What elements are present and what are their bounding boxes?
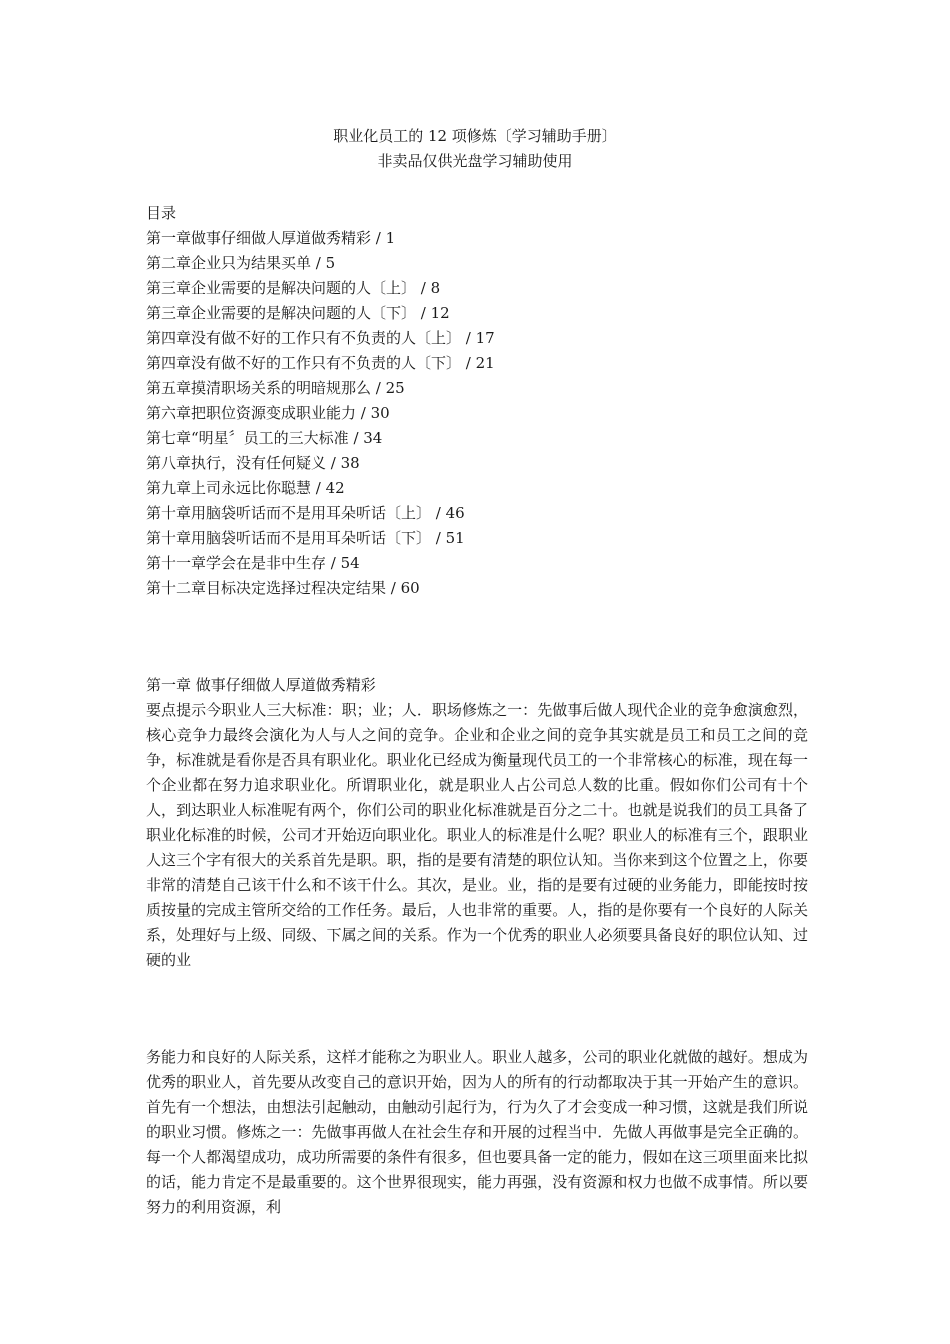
toc-heading: 目录 bbox=[146, 204, 177, 222]
toc-item: 第三章企业需要的是解决问题的人〔下〕 / 12 bbox=[146, 304, 450, 322]
toc-item: 第五章摸清职场关系的明暗规那么 / 25 bbox=[146, 379, 405, 397]
continued-paragraph: 务能力和良好的人际关系，这样才能称之为职业人。职业人越多，公司的职业化就做的越好。想成为优秀的职业人，首先要从改变自己的意识开始，因为人的所有的行动都取决于其一开始产生的意识。首先有一个想法，由想法引起触动，由触动引起行为，行为久了才会变成一种习惯，这就是我们所说的职业习惯。修炼之一：先做事再做人在社会生存和开展的过程当中．先做人再做事是完全正确的。每一个人都渴望成功，成功所需要的条件有很多，但也要具备一定的能力，假如在这三项里面来比拟的话，能力肯定不是最重要的。这个世界很现实，能力再强，没有资源和权力也做不成事情。所以要努力的利用资源，利 bbox=[146, 1048, 808, 1216]
toc-item: 第八章执行，没有任何疑义 / 38 bbox=[146, 454, 360, 472]
document-title: 职业化员工的 12 项修炼〔学习辅助手册〕 bbox=[333, 127, 617, 145]
toc-item: 第一章做事仔细做人厚道做秀精彩 / 1 bbox=[146, 229, 396, 247]
toc-item: 第十章用脑袋听话而不是用耳朵听话〔下〕 / 51 bbox=[146, 529, 465, 547]
toc-item: 第四章没有做不好的工作只有不负责的人〔下〕 / 21 bbox=[146, 354, 495, 372]
toc-item: 第七章“明星〞员工的三大标准 / 34 bbox=[146, 429, 383, 447]
chapter-body-paragraph: 要点提示今职业人三大标准：职；业；人．职场修炼之一：先做事后做人现代企业的竞争愈演愈烈，核心竞争力最终会演化为人与人之间的竞争。企业和企业之间的竞争其实就是员工和员工之间的竞争，标准就是看你是否具有职业化。职业化已经成为衡量现代员工的一个非常核心的标准，现在每一个企业都在努力追求职业化。所谓职业化，就是职业人占公司总人数的比重。假如你们公司有十个人，到达职业人标准呢有两个，你们公司的职业化标准就是百分之二十。也就是说我们的员工具备了职业化标准的时候，公司才开始迈向职业化。职业人的标准是什么呢？职业人的标准有三个，跟职业人这三个字有很大的关系首先是职。职，指的是要有清楚的职位认知。当你来到这个位置之上，你要非常的清楚自己该干什么和不该干什么。其次，是业。业，指的是要有过硬的业务能力，即能按时按质按量的完成主管所交给的工作任务。最后，人也非常的重要。人，指的是你要有一个良好的人际关系，处理好与上级、同级、下属之间的关系。作为一个优秀的职业人必须要具备良好的职位认知、过硬的业 bbox=[146, 701, 808, 969]
chapter-heading: 第一章 做事仔细做人厚道做秀精彩 bbox=[146, 676, 376, 694]
toc-item: 第四章没有做不好的工作只有不负责的人〔上〕 / 17 bbox=[146, 329, 495, 347]
toc-item: 第六章把职位资源变成职业能力 / 30 bbox=[146, 404, 390, 422]
toc-item: 第十章用脑袋听话而不是用耳朵听话〔上〕 / 46 bbox=[146, 504, 465, 522]
toc-item: 第二章企业只为结果买单 / 5 bbox=[146, 254, 336, 272]
chapter-section bbox=[146, 673, 808, 973]
toc-item: 第十一章学会在是非中生存 / 54 bbox=[146, 554, 360, 572]
toc-item: 第三章企业需要的是解决问题的人〔上〕 / 8 bbox=[146, 279, 441, 297]
document-subtitle: 非卖品仅供光盘学习辅助使用 bbox=[377, 152, 573, 170]
table-of-contents bbox=[146, 201, 806, 601]
toc-item: 第十二章目标决定选择过程决定结果 / 60 bbox=[146, 579, 420, 597]
toc-item: 第九章上司永远比你聪慧 / 42 bbox=[146, 479, 345, 497]
